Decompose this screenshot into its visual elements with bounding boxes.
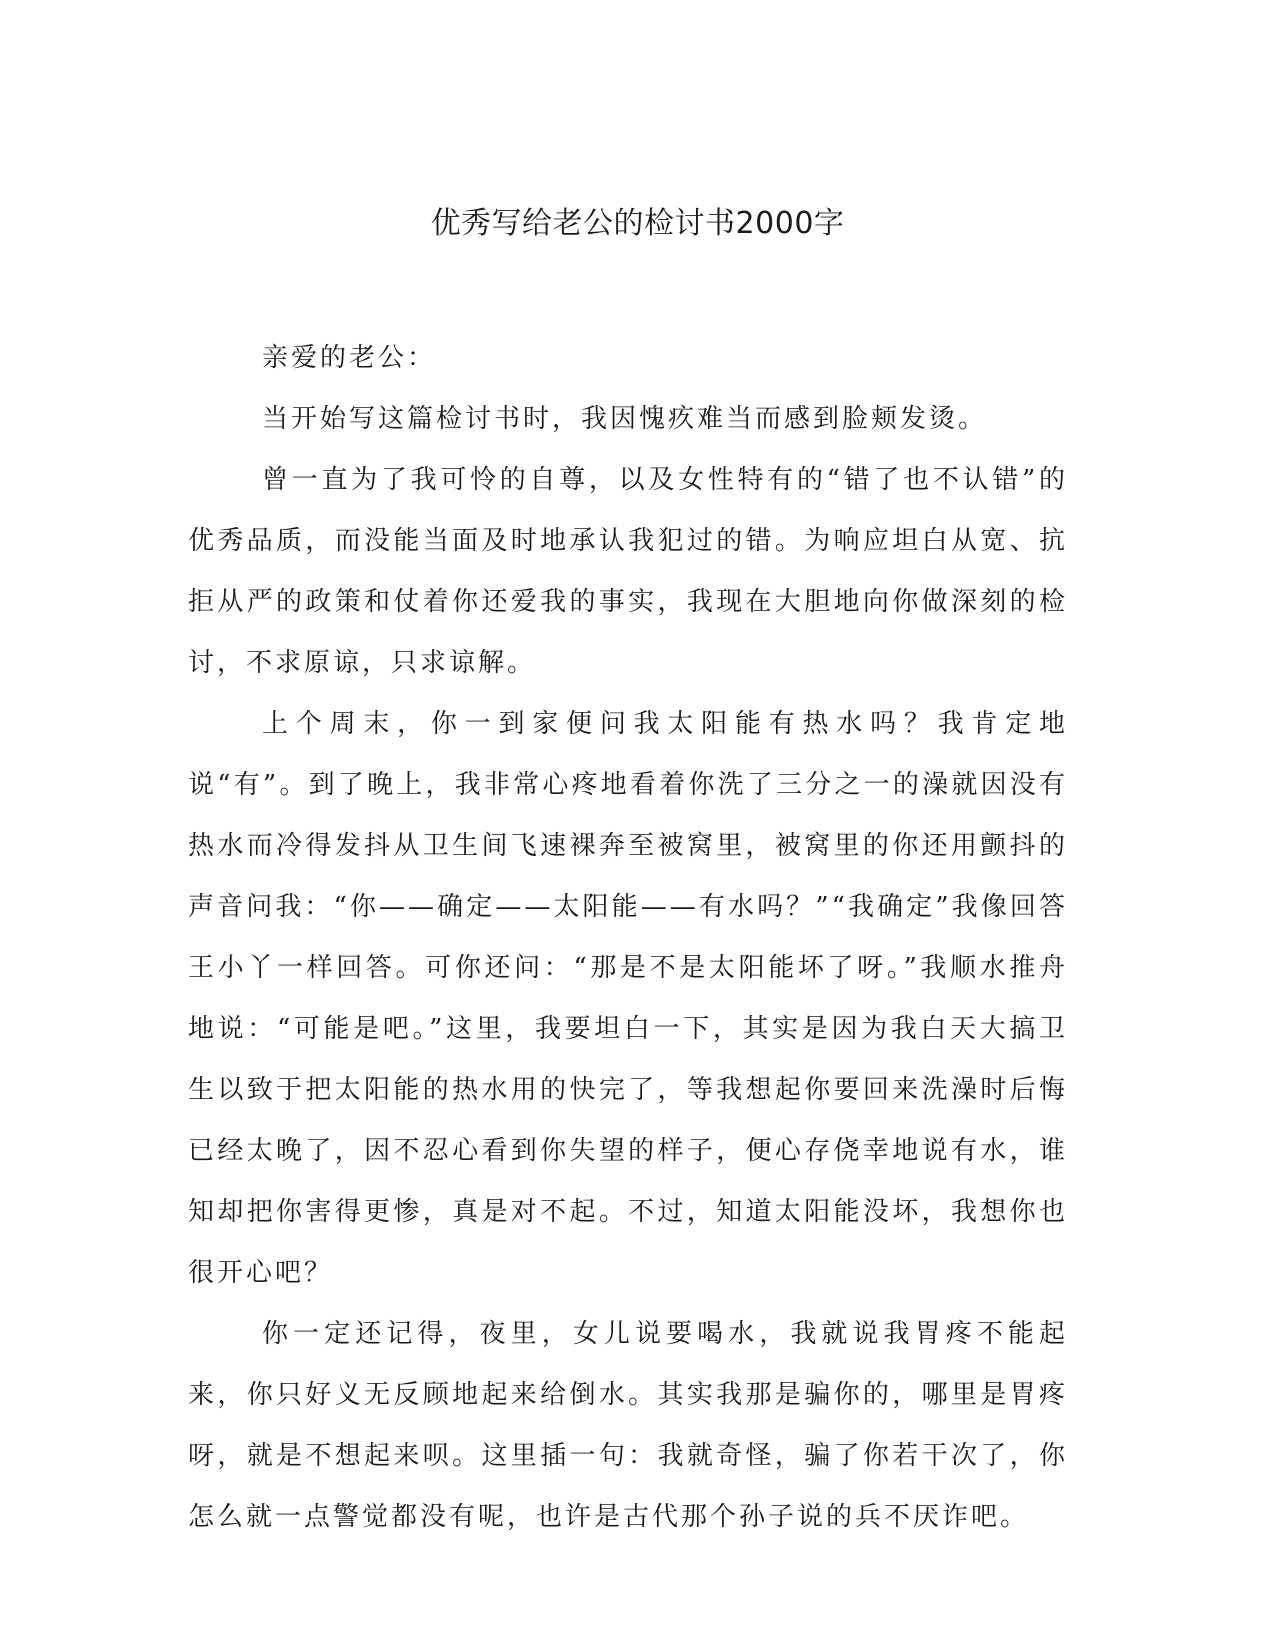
paragraph-1: 当开始写这篇检讨书时，我因愧疚难当而感到脸颊发烫。 (262, 404, 988, 434)
salutation: 亲爱的老公： (262, 343, 437, 373)
paragraph-2: 曾一直为了我可怜的自尊，以及女性特有的“错了也不认错”的优秀品质，而没能当面及时地承认我犯过的错。为响应坦白从宽、抗拒从严的政策和仗着你还爱我的事实，我现在大胆地向你做深刻的检讨，不求原谅，只求谅解。 (188, 465, 1068, 678)
paragraph-4: 你一定还记得，夜里，女儿说要喝水，我就说我胃疼不能起来，你只好义无反顾地起来给倒水。其实我那是骗你的，哪里是胃疼呀，就是不想起来呗。这里插一句：我就奇怪，骗了你若干次了，你怎么就一点警觉都没有呢，也许是古代那个孙子说的兵不厌诈吧。 (188, 1319, 1068, 1532)
document-body (188, 328, 1068, 1548)
document-title: 优秀写给老公的检讨书2000字 (430, 206, 845, 241)
paragraph-3: 上个周末，你一到家便问我太阳能有热水吗？我肯定地说“有”。到了晚上，我非常心疼地看着你洗了三分之一的澡就因没有热水而冷得发抖从卫生间飞速裸奔至被窝里，被窝里的你还用颤抖的声音问我：“你——确定——太阳能——有水吗？”“我确定”我像回答王小丫一样回答。可你还问：“那是不是太阳能坏了呀。”我顺水推舟地说：“可能是吧。”这里，我要坦白一下，其实是因为我白天大搞卫生以致于把太阳能的热水用的快完了，等我想起你要回来洗澡时后悔已经太晚了，因不忍心看到你失望的样子，便心存侥幸地说有水，谁知却把你害得更惨，真是对不起。不过，知道太阳能没坏，我想你也很开心吧？ (188, 709, 1068, 1288)
